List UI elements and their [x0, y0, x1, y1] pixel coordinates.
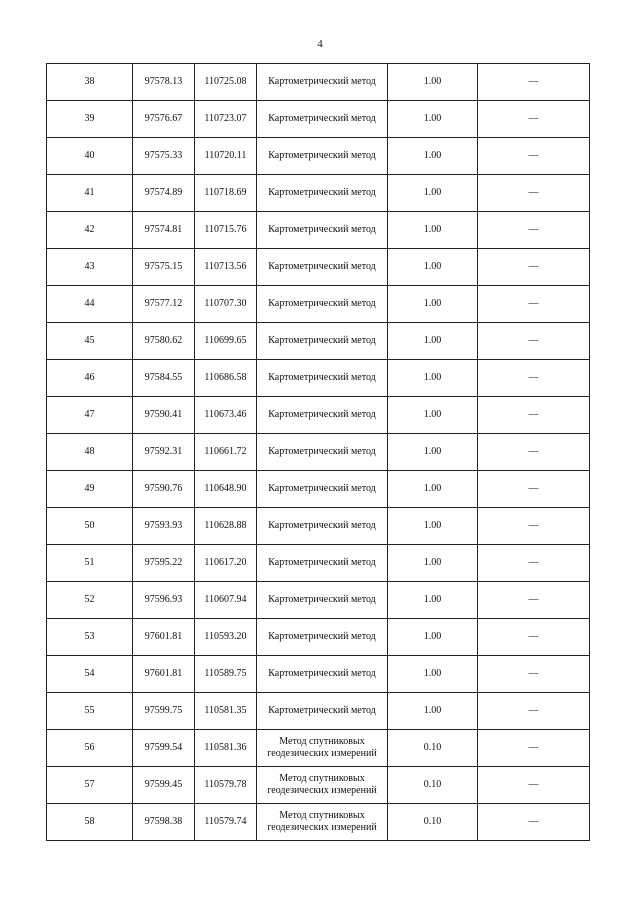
point-number-cell: 50 — [47, 508, 133, 545]
method-cell: Метод спутниковых геодезических измерений — [257, 767, 388, 804]
coordinates-table-body — [47, 64, 590, 841]
accuracy-cell: 1.00 — [388, 175, 478, 212]
accuracy-cell: 1.00 — [388, 619, 478, 656]
x-coordinate-cell: 97592.31 — [133, 434, 195, 471]
accuracy-cell: 1.00 — [388, 582, 478, 619]
description-cell: — — [478, 582, 590, 619]
method-cell: Картометрический метод — [257, 693, 388, 730]
y-coordinate-cell: 110673.46 — [195, 397, 257, 434]
method-cell: Картометрический метод — [257, 397, 388, 434]
x-coordinate-cell: 97584.55 — [133, 360, 195, 397]
point-number-cell: 49 — [47, 471, 133, 508]
table-row — [47, 619, 590, 656]
table-row — [47, 545, 590, 582]
x-coordinate-cell: 97576.67 — [133, 101, 195, 138]
table-row — [47, 471, 590, 508]
accuracy-cell: 1.00 — [388, 212, 478, 249]
description-cell: — — [478, 138, 590, 175]
table-row — [47, 656, 590, 693]
table-row — [47, 64, 590, 101]
method-cell: Картометрический метод — [257, 64, 388, 101]
table-row — [47, 508, 590, 545]
point-number-cell: 39 — [47, 101, 133, 138]
page-number: 4 — [317, 38, 323, 50]
accuracy-cell: 0.10 — [388, 730, 478, 767]
y-coordinate-cell: 110579.78 — [195, 767, 257, 804]
accuracy-cell: 1.00 — [388, 471, 478, 508]
point-number-cell: 38 — [47, 64, 133, 101]
table-row — [47, 249, 590, 286]
x-coordinate-cell: 97574.81 — [133, 212, 195, 249]
accuracy-cell: 1.00 — [388, 434, 478, 471]
x-coordinate-cell: 97590.41 — [133, 397, 195, 434]
method-cell: Картометрический метод — [257, 582, 388, 619]
description-cell: — — [478, 767, 590, 804]
table-row — [47, 212, 590, 249]
method-cell: Картометрический метод — [257, 471, 388, 508]
description-cell: — — [478, 730, 590, 767]
y-coordinate-cell: 110581.36 — [195, 730, 257, 767]
y-coordinate-cell: 110699.65 — [195, 323, 257, 360]
point-number-cell: 57 — [47, 767, 133, 804]
y-coordinate-cell: 110661.72 — [195, 434, 257, 471]
table-row — [47, 323, 590, 360]
accuracy-cell: 1.00 — [388, 249, 478, 286]
description-cell: — — [478, 212, 590, 249]
y-coordinate-cell: 110715.76 — [195, 212, 257, 249]
accuracy-cell: 0.10 — [388, 767, 478, 804]
accuracy-cell: 1.00 — [388, 64, 478, 101]
point-number-cell: 46 — [47, 360, 133, 397]
x-coordinate-cell: 97593.93 — [133, 508, 195, 545]
table-row — [47, 434, 590, 471]
point-number-cell: 40 — [47, 138, 133, 175]
accuracy-cell: 1.00 — [388, 101, 478, 138]
table-row — [47, 175, 590, 212]
description-cell: — — [478, 249, 590, 286]
description-cell: — — [478, 471, 590, 508]
accuracy-cell: 1.00 — [388, 323, 478, 360]
y-coordinate-cell: 110725.08 — [195, 64, 257, 101]
x-coordinate-cell: 97599.54 — [133, 730, 195, 767]
table-row — [47, 804, 590, 841]
description-cell: — — [478, 693, 590, 730]
description-cell: — — [478, 175, 590, 212]
y-coordinate-cell: 110686.58 — [195, 360, 257, 397]
point-number-cell: 44 — [47, 286, 133, 323]
x-coordinate-cell: 97575.15 — [133, 249, 195, 286]
method-cell: Картометрический метод — [257, 138, 388, 175]
table-row — [47, 360, 590, 397]
table-row — [47, 101, 590, 138]
point-number-cell: 48 — [47, 434, 133, 471]
y-coordinate-cell: 110628.88 — [195, 508, 257, 545]
point-number-cell: 58 — [47, 804, 133, 841]
point-number-cell: 41 — [47, 175, 133, 212]
table-row — [47, 730, 590, 767]
y-coordinate-cell: 110723.07 — [195, 101, 257, 138]
x-coordinate-cell: 97599.45 — [133, 767, 195, 804]
method-cell: Картометрический метод — [257, 249, 388, 286]
method-cell: Метод спутниковых геодезических измерений — [257, 730, 388, 767]
point-number-cell: 53 — [47, 619, 133, 656]
table-row — [47, 767, 590, 804]
x-coordinate-cell: 97575.33 — [133, 138, 195, 175]
y-coordinate-cell: 110579.74 — [195, 804, 257, 841]
y-coordinate-cell: 110607.94 — [195, 582, 257, 619]
method-cell: Картометрический метод — [257, 434, 388, 471]
accuracy-cell: 1.00 — [388, 286, 478, 323]
accuracy-cell: 1.00 — [388, 138, 478, 175]
point-number-cell: 56 — [47, 730, 133, 767]
table-row — [47, 397, 590, 434]
x-coordinate-cell: 97590.76 — [133, 471, 195, 508]
table-row — [47, 286, 590, 323]
method-cell: Метод спутниковых геодезических измерений — [257, 804, 388, 841]
description-cell: — — [478, 101, 590, 138]
y-coordinate-cell: 110617.20 — [195, 545, 257, 582]
method-cell: Картометрический метод — [257, 101, 388, 138]
table-row — [47, 582, 590, 619]
y-coordinate-cell: 110581.35 — [195, 693, 257, 730]
description-cell: — — [478, 323, 590, 360]
y-coordinate-cell: 110713.56 — [195, 249, 257, 286]
coordinates-table — [46, 63, 590, 841]
x-coordinate-cell: 97574.89 — [133, 175, 195, 212]
point-number-cell: 43 — [47, 249, 133, 286]
method-cell: Картометрический метод — [257, 656, 388, 693]
accuracy-cell: 1.00 — [388, 545, 478, 582]
y-coordinate-cell: 110593.20 — [195, 619, 257, 656]
point-number-cell: 42 — [47, 212, 133, 249]
description-cell: — — [478, 619, 590, 656]
method-cell: Картометрический метод — [257, 508, 388, 545]
accuracy-cell: 1.00 — [388, 508, 478, 545]
accuracy-cell: 1.00 — [388, 693, 478, 730]
accuracy-cell: 1.00 — [388, 360, 478, 397]
description-cell: — — [478, 508, 590, 545]
point-number-cell: 47 — [47, 397, 133, 434]
accuracy-cell: 1.00 — [388, 397, 478, 434]
y-coordinate-cell: 110718.69 — [195, 175, 257, 212]
point-number-cell: 55 — [47, 693, 133, 730]
y-coordinate-cell: 110707.30 — [195, 286, 257, 323]
description-cell: — — [478, 360, 590, 397]
method-cell: Картометрический метод — [257, 619, 388, 656]
x-coordinate-cell: 97578.13 — [133, 64, 195, 101]
table-row — [47, 138, 590, 175]
point-number-cell: 45 — [47, 323, 133, 360]
point-number-cell: 52 — [47, 582, 133, 619]
method-cell: Картометрический метод — [257, 286, 388, 323]
method-cell: Картометрический метод — [257, 212, 388, 249]
point-number-cell: 54 — [47, 656, 133, 693]
x-coordinate-cell: 97580.62 — [133, 323, 195, 360]
description-cell: — — [478, 656, 590, 693]
x-coordinate-cell: 97601.81 — [133, 656, 195, 693]
x-coordinate-cell: 97595.22 — [133, 545, 195, 582]
x-coordinate-cell: 97596.93 — [133, 582, 195, 619]
method-cell: Картометрический метод — [257, 360, 388, 397]
description-cell: — — [478, 397, 590, 434]
description-cell: — — [478, 804, 590, 841]
x-coordinate-cell: 97601.81 — [133, 619, 195, 656]
y-coordinate-cell: 110720.11 — [195, 138, 257, 175]
x-coordinate-cell: 97577.12 — [133, 286, 195, 323]
description-cell: — — [478, 434, 590, 471]
accuracy-cell: 1.00 — [388, 656, 478, 693]
accuracy-cell: 0.10 — [388, 804, 478, 841]
description-cell: — — [478, 286, 590, 323]
y-coordinate-cell: 110589.75 — [195, 656, 257, 693]
y-coordinate-cell: 110648.90 — [195, 471, 257, 508]
method-cell: Картометрический метод — [257, 323, 388, 360]
description-cell: — — [478, 545, 590, 582]
method-cell: Картометрический метод — [257, 545, 388, 582]
x-coordinate-cell: 97599.75 — [133, 693, 195, 730]
method-cell: Картометрический метод — [257, 175, 388, 212]
x-coordinate-cell: 97598.38 — [133, 804, 195, 841]
point-number-cell: 51 — [47, 545, 133, 582]
table-row — [47, 693, 590, 730]
description-cell: — — [478, 64, 590, 101]
